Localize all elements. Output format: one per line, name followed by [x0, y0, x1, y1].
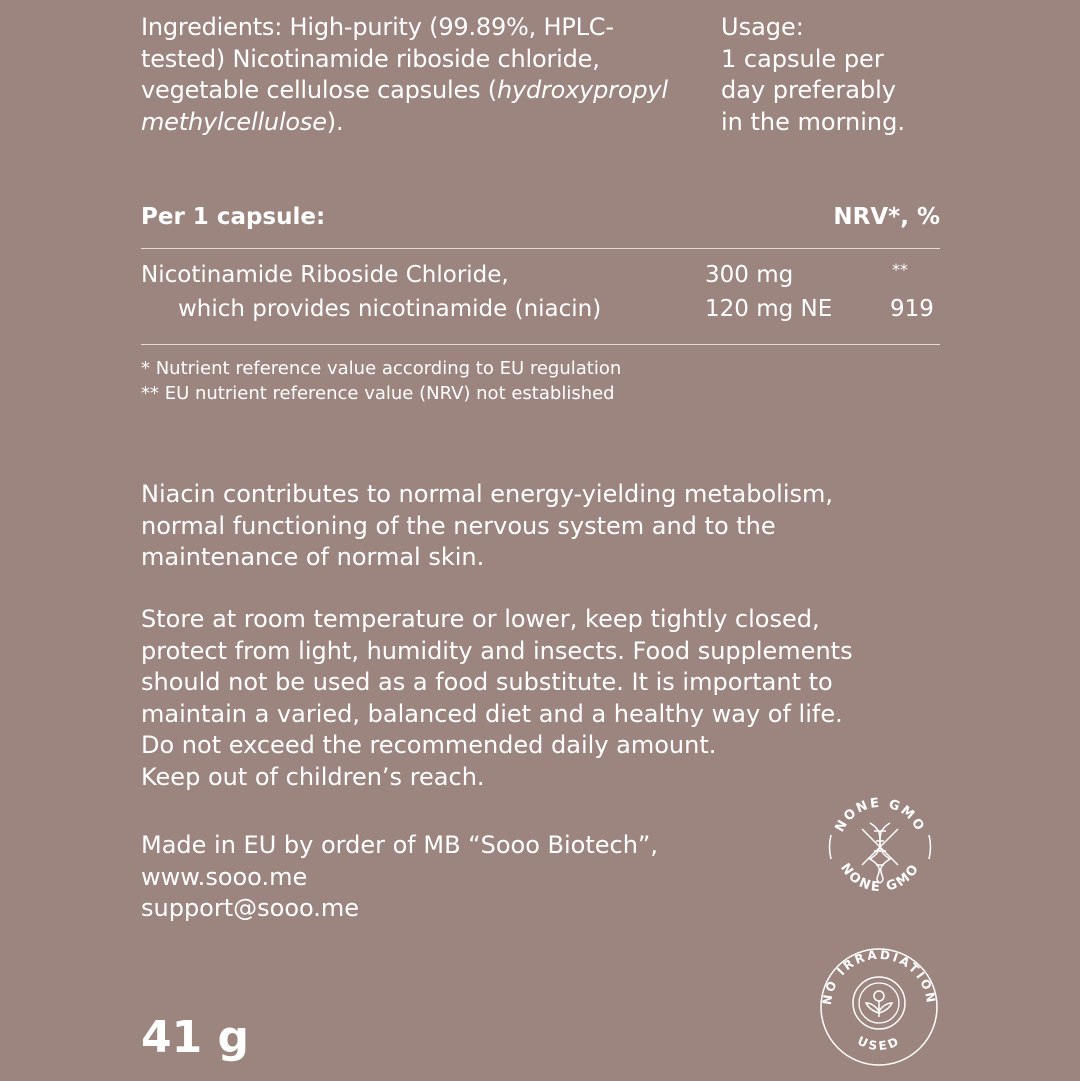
usage-title: Usage: [721, 13, 804, 41]
table-row-2-amount: 120 mg NE [705, 296, 833, 322]
table-row-1-amount: 300 mg [705, 262, 794, 288]
ingredients-text [141, 12, 681, 138]
table-row-2-name: which provides nicotinamide (niacin) [178, 296, 602, 322]
irradiation-text-top: NO IRRADIATION [819, 947, 939, 1006]
irradiation-text-bottom: USED [855, 1033, 903, 1054]
usage-line: in the morning. [721, 107, 905, 136]
table-row-2-nrv: 919 [890, 296, 934, 322]
svg-text:USED [855, 1034, 902, 1053]
ingredients-part-1: Ingredients: High-purity (99.89%, HPLC-tested) Nicotinamide riboside chloride, vegetable cellulose capsules ( [141, 13, 614, 104]
storage-line: should not be used as a food substitute. It is important to [141, 668, 833, 696]
claim-line: Niacin contributes to normal energy-yielding metabolism, [141, 480, 834, 508]
table-header [141, 204, 940, 238]
support-email-link[interactable]: support@sooo.me [141, 894, 360, 922]
table-header-nrv: NRV*, % [833, 204, 940, 230]
svg-text:NONE GMO [832, 796, 927, 835]
storage-line: Keep out of children’s reach. [141, 762, 485, 791]
storage-line: Do not exceed the recommended daily amount. [141, 731, 717, 759]
ingredients-part-2: ). [326, 107, 344, 136]
usage-line: day preferably [721, 76, 897, 104]
table-divider-top [141, 248, 940, 249]
claim-line: normal functioning of the nervous system and to the [141, 511, 776, 540]
storage-warnings [141, 604, 961, 793]
storage-line: maintain a varied, balanced diet and a healthy way of life. [141, 699, 843, 728]
usage-block [721, 12, 1021, 138]
storage-line: Store at room temperature or lower, keep tightly closed, [141, 605, 820, 633]
table-header-left: Per 1 capsule: [141, 204, 326, 230]
health-claim [141, 479, 961, 574]
website-link[interactable]: www.sooo.me [141, 862, 308, 891]
gmo-text-top: NONE GMO [832, 795, 928, 835]
table-divider-bottom [141, 344, 940, 345]
no-irradiation-badge [814, 941, 944, 1067]
claim-line: maintenance of normal skin. [141, 543, 485, 571]
footnote-not-established: ** EU nutrient reference value (NRV) not established [141, 383, 615, 404]
gmo-text-bottom: NONE GMO [837, 860, 923, 896]
table-row-1-name: Nicotinamide Riboside Chloride, [141, 262, 509, 288]
none-gmo-badge [818, 785, 942, 909]
table-row-1-nrv: ** [892, 260, 908, 279]
maker-line: Made in EU by order of MB “Sooo Biotech”, [141, 831, 658, 859]
ingredients-italic: hydroxypropyl methylcellulose [141, 76, 668, 136]
storage-line: protect from light, humidity and insects. Food supplements [141, 636, 853, 665]
net-weight: 41 g [141, 1012, 250, 1063]
svg-text:NONE GMO [837, 861, 923, 896]
usage-line: 1 capsule per [721, 44, 884, 73]
footnote-nrv: * Nutrient reference value according to EU regulation [141, 358, 622, 379]
